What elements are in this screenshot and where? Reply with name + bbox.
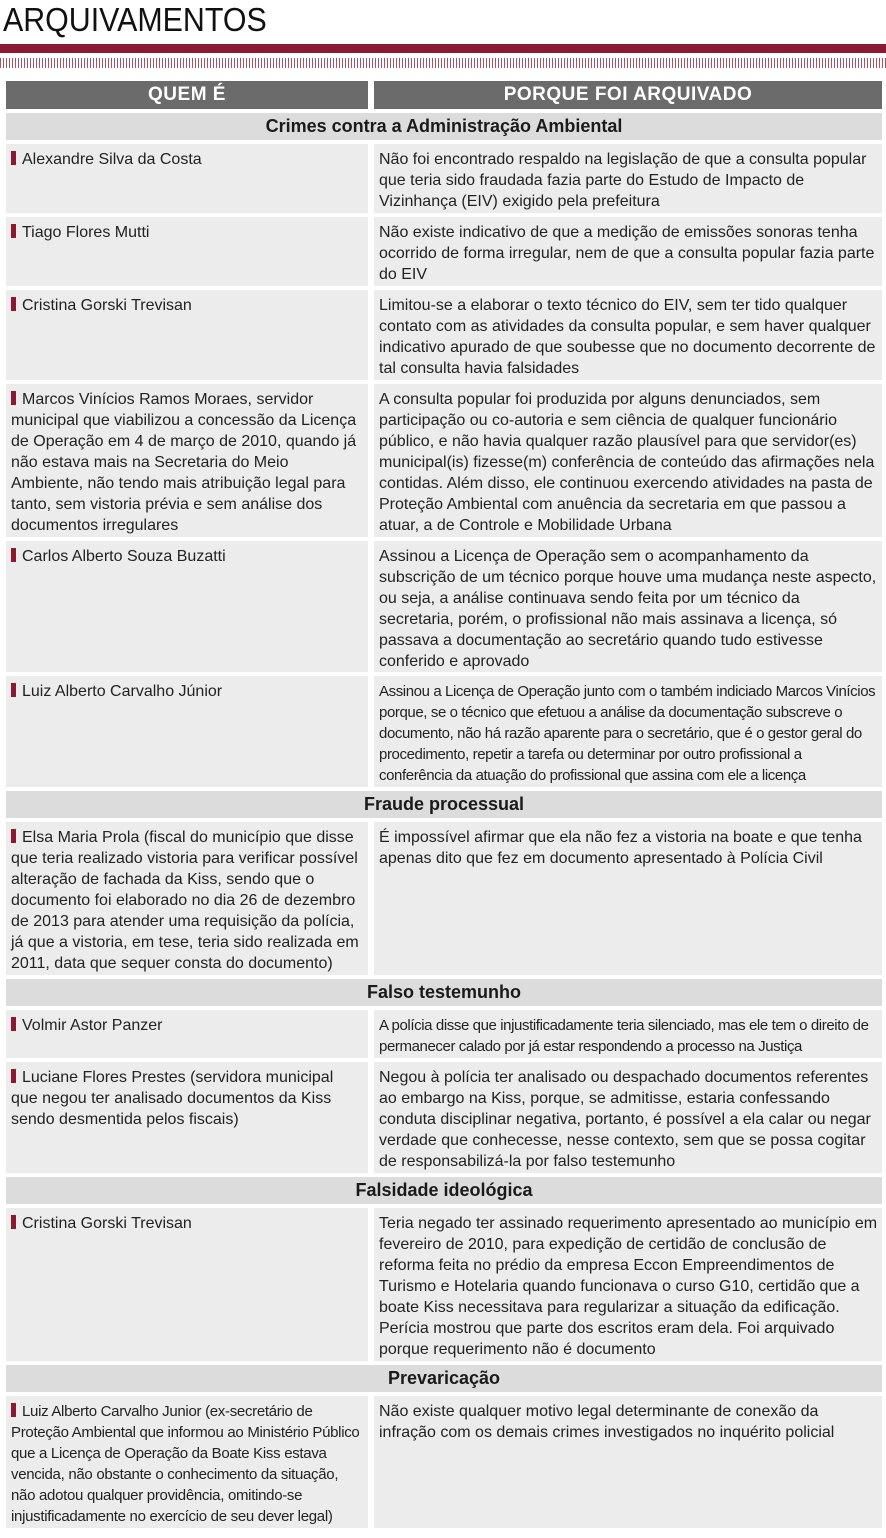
table-row (6, 1010, 882, 1058)
bullet-mark-icon (11, 1215, 16, 1229)
why-cell: Não existe qualquer motivo legal determinante de conexão da infração com os demais crimes investigados no inquérito policial (374, 1396, 882, 1528)
why-cell: Não foi encontrado respaldo na legislação de que a consulta popular que teria sido fraudada fazia parte do Estudo de Impacto de Vizinhança (EIV) exigido pela prefeitura (374, 144, 882, 213)
table-row (6, 384, 882, 537)
arquivamentos-table (6, 81, 882, 1532)
bullet-mark-icon (11, 297, 16, 311)
who-text: Elsa Maria Prola (fiscal do município que disse que teria realizado vistoria para verificar possível alteração de fachada da Kiss, sendo que o documento foi elaborado no dia 26 de dezembro de 2013 para atender uma requisição da polícia, já que a vistoria, em tese, teria sido realizada em 2011, data que sequer consta do documento) (11, 829, 359, 972)
table-row (6, 290, 882, 380)
header-porque-foi-arquivado: PORQUE FOI ARQUIVADO (374, 81, 882, 109)
who-cell (6, 290, 368, 380)
who-text: Carlos Alberto Souza Buzatti (22, 548, 226, 565)
why-cell: A polícia disse que injustificadamente teria silenciado, mas ele tem o direito de permanecer calado por já estar respondendo a processo na Justiça (374, 1010, 882, 1058)
table-header (6, 81, 882, 109)
table-row (6, 217, 882, 286)
who-text: Marcos Vinícios Ramos Moraes, servidor municipal que viabilizou a concessão da Licença de Operação em 4 de março de 2010, quando já não estava mais na Secretaria do Meio Ambiente, não tendo mais atribuição legal para tanto, sem vistoria prévia e sem análise dos documentos irregulares (11, 391, 357, 534)
who-cell (6, 1010, 368, 1058)
why-cell: Assinou a Licença de Operação junto com o também indiciado Marcos Vinícios porque, se o técnico que efetuou a análise da documentação subscreve o documento, não há razão aparente para o secretário, que é o gestor geral do procedimento, repetir a tarefa ou determinar por outro profissional a conferência da atuação do profissional que assina com ele a licença (374, 676, 882, 787)
bullet-mark-icon (11, 391, 16, 405)
bullet-mark-icon (11, 829, 16, 843)
who-cell (6, 1208, 368, 1361)
bullet-mark-icon (11, 548, 16, 562)
who-cell (6, 822, 368, 975)
who-text: Luiz Alberto Carvalho Junior (ex-secretário de Proteção Ambiental que informou ao Ministério Público que a Licença de Operação da Boate Kiss estava vencida, não obstante o conhecimento da situação, não adotou qualquer providência, omitindo-se injustificadamente no exercício de seu dever legal) (11, 1403, 360, 1525)
who-text: Tiago Flores Mutti (22, 224, 150, 241)
who-cell (6, 144, 368, 213)
section-title: Falso testemunho (6, 979, 882, 1006)
who-text: Volmir Astor Panzer (22, 1017, 163, 1034)
who-cell (6, 384, 368, 537)
why-cell: Negou à polícia ter analisado ou despachado documentos referentes ao embargo na Kiss, porque, se admitisse, estaria confessando conduta disciplinar negativa, portanto, é possível a ela calar ou negar verdade que conhecesse, nesse contexto, sem que se possa cogitar de responsabilizá-la por falso testemunho (374, 1062, 882, 1173)
bullet-mark-icon (11, 224, 16, 238)
bullet-mark-icon (11, 1069, 16, 1083)
table-row (6, 144, 882, 213)
who-text: Luiz Alberto Carvalho Júnior (22, 683, 223, 700)
why-cell: É impossível afirmar que ela não fez a vistoria na boate e que tenha apenas dito que fez em documento apresentado à Polícia Civil (374, 822, 882, 975)
why-cell: Não existe indicativo de que a medição de emissões sonoras tenha ocorrido de forma irregular, nem de que a consulta popular fazia parte do EIV (374, 217, 882, 286)
why-cell: Assinou a Licença de Operação sem o acompanhamento da subscrição de um técnico porque houve uma mudança neste aspecto, ou seja, a análise continuava sendo feita por um técnico da secretaria, porém, o profissional não mais assinava a licença, só passava a documentação ao secretário quando tudo estivesse conferido e aprovado (374, 541, 882, 672)
who-text: Luciane Flores Prestes (servidora municipal que negou ter analisado documentos da Kiss sendo desmentida pelos fiscais) (11, 1069, 334, 1128)
bullet-mark-icon (11, 1017, 16, 1031)
who-text: Cristina Gorski Trevisan (22, 1215, 192, 1232)
who-text: Alexandre Silva da Costa (22, 151, 202, 168)
bullet-mark-icon (11, 683, 16, 697)
page-title: ARQUIVAMENTOS (3, 1, 267, 38)
table-row (6, 541, 882, 672)
who-cell (6, 676, 368, 787)
section-title: Crimes contra a Administração Ambiental (6, 113, 882, 140)
decorative-tick-rule (0, 58, 886, 68)
who-text: Cristina Gorski Trevisan (22, 297, 192, 314)
bullet-mark-icon (11, 1403, 16, 1417)
table-row (6, 676, 882, 787)
header-quem-e: QUEM É (6, 81, 368, 109)
table-row (6, 1208, 882, 1361)
section-title: Falsidade ideológica (6, 1177, 882, 1204)
bullet-mark-icon (11, 151, 16, 165)
why-cell: Limitou-se a elaborar o texto técnico do EIV, sem ter tido qualquer contato com as atividades da consulta popular, e sem haver qualquer indicativo apurado de que soubesse que no documento decorrente de tal consulta havia falsidades (374, 290, 882, 380)
section-title: Prevaricação (6, 1365, 882, 1392)
why-cell: Teria negado ter assinado requerimento apresentado ao município em fevereiro de 2010, para expedição de certidão de conclusão de reforma feita no prédio da empresa Eccon Empreendimentos de Turismo e Hotelaria quando funcionava o curso G10, certidão que a boate Kiss necessitava para regularizar a situação da edificação. Perícia mostrou que parte dos escritos eram dela. Foi arquivado porque requerimento não é documento (374, 1208, 882, 1361)
why-cell: A consulta popular foi produzida por alguns denunciados, sem participação ou co-autoria e sem ciência de qualquer funcionário público, e não havia qualquer razão plausível para que servidor(es) municipal(is) fizesse(m) conferência de conteúdo das afirmações nela contidas. Além disso, ele continuou exercendo atividades na pasta de Proteção Ambiental com anuência da secretaria em que passou a atuar, a de Controle e Mobilidade Urbana (374, 384, 882, 537)
who-cell (6, 541, 368, 672)
who-cell (6, 217, 368, 286)
table-row (6, 822, 882, 975)
section-title: Fraude processual (6, 791, 882, 818)
table-row (6, 1396, 882, 1528)
who-cell (6, 1062, 368, 1173)
title-rule (0, 44, 886, 53)
table-row (6, 1062, 882, 1173)
who-cell (6, 1396, 368, 1528)
